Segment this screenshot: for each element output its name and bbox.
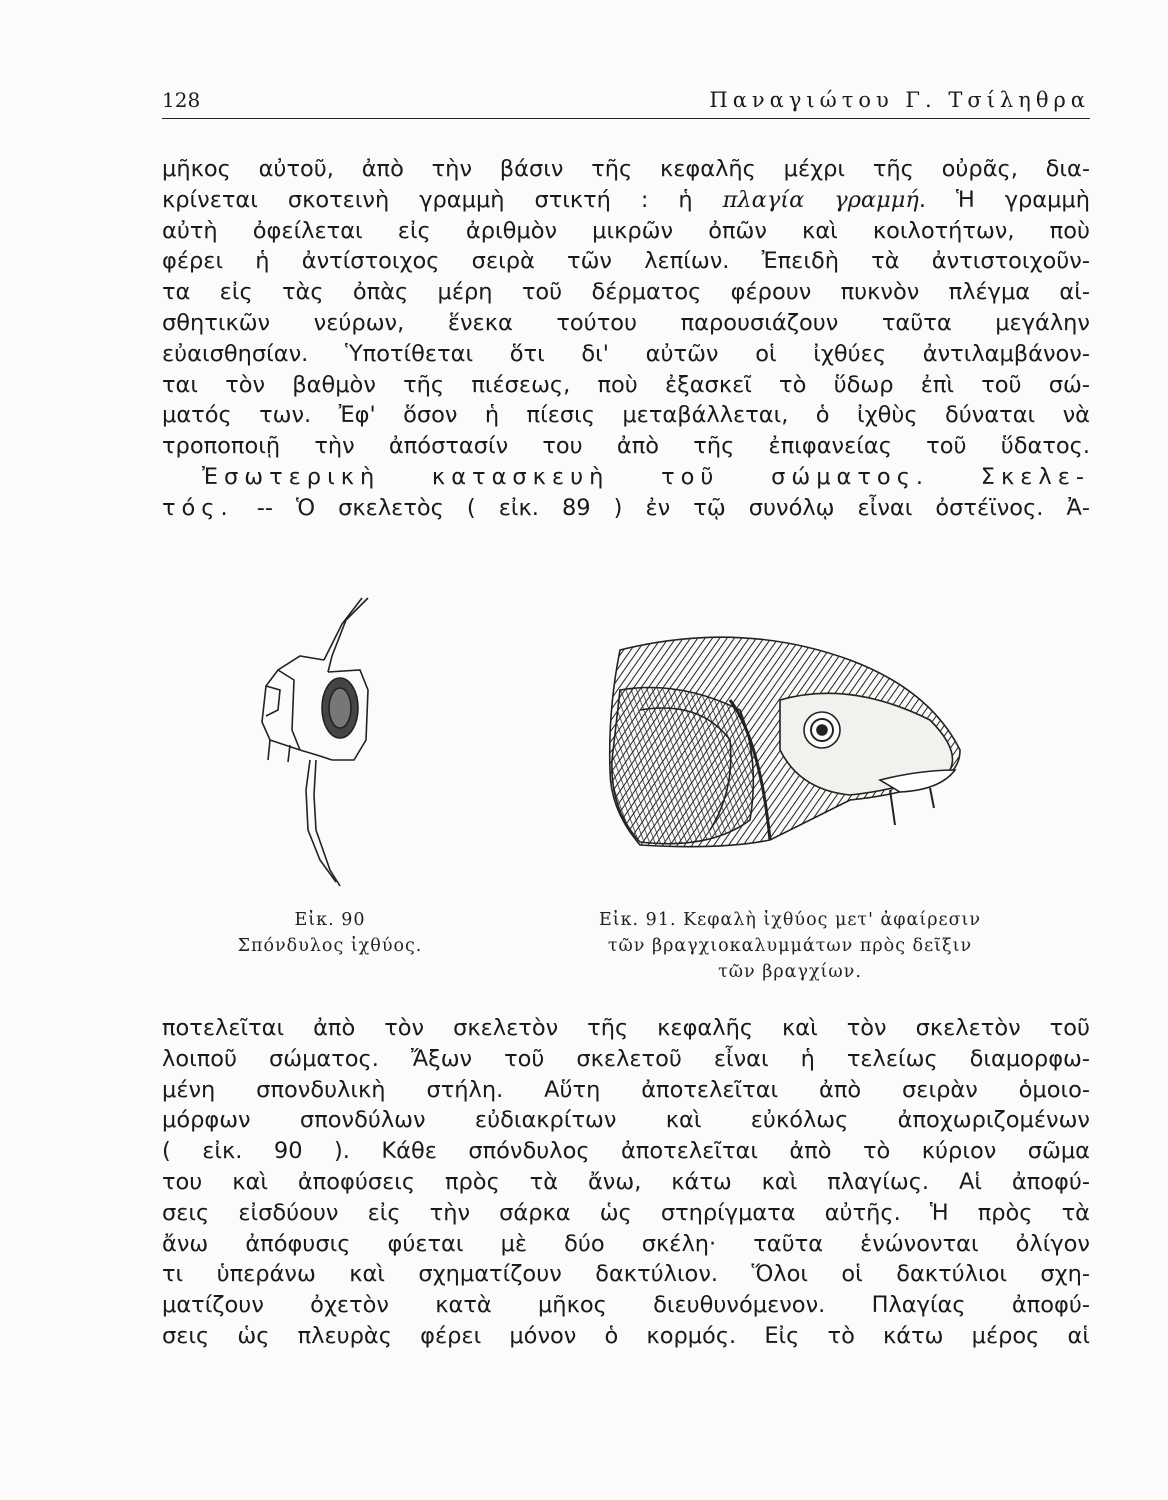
section-heading: Ἐσωτερικὴ κατασκευὴ τοῦ σώματος. Σκελε- — [202, 463, 1090, 490]
figure-90-label: Εἰκ. 90 — [294, 910, 366, 930]
fish-head-illustration — [600, 620, 980, 865]
text-line: ματός των. Ἐφ' ὅσον ἡ πίεσις μεταβάλλεται, ὁ ἰχθὺς δύναται νὰ — [162, 402, 1090, 429]
text-line: εὐαισθησίαν. Ὑποτίθεται ὅτι δι' αὐτῶν οἱ ἰχθύες ἀντιλαμβάνον- — [162, 340, 1090, 367]
figure-91-caption-line: τῶν βραγχιοκαλυμμάτων πρὸς δεῖξιν — [607, 936, 973, 956]
section-line-2 — [162, 493, 1090, 524]
section-heading-end: τός. — [162, 494, 234, 521]
text-line: μένη σπονδυλικὴ στήλη. Αὕτη ἀποτελεῖται ἀπὸ σειρὰν ὁμοιο- — [162, 1076, 1090, 1103]
text-line: ἄνω ἀπόφυσις φύεται μὲ δύο σκέλη· ταῦτα ἑνώνονται ὀλίγον — [162, 1230, 1090, 1257]
text-line: φέρει ἡ ἀντίστοιχος σειρὰ τῶν λεπίων. Ἐπειδὴ τὰ ἀντιστοιχοῦν- — [162, 248, 1090, 275]
text-line: ματίζουν ὀχετὸν κατὰ μῆκος διευθυνόμενον. Πλαγίας ἀποφύ- — [162, 1292, 1090, 1319]
paragraph-2 — [162, 1013, 1090, 1352]
vertebra-illustration — [250, 590, 390, 890]
figure-90-title: Σπόνδυλος ἰχθύος. — [237, 936, 423, 956]
text-line: τροποποιῇ τὴν ἀπόστασίν του ἀπὸ τῆς ἐπιφανείας τοῦ ὕδατος. — [162, 433, 1090, 460]
figure-91-caption-line: τῶν βραγχίων. — [718, 962, 862, 982]
running-head: Παναγιώτου Γ. Τσίληθρα — [709, 88, 1090, 112]
figure-91-caption-line: Εἰκ. 91. Κεφαλὴ ἰχθύος μετ' ἀφαίρεσιν — [598, 910, 982, 930]
text-line: λοιποῦ σώματος. Ἄξων τοῦ σκελετοῦ εἶναι ἡ τελείως διαμορφω- — [162, 1045, 1090, 1072]
text-line: σεις εἰσδύουν εἰς τὴν σάρκα ὡς στηρίγματα αὐτῆς. Ἡ πρὸς τὰ — [162, 1199, 1090, 1226]
text-line: κρίνεται σκοτεινὴ γραμμὴ στικτή : ἡ πλαγία γραμμή. Ἡ γραμμὴ — [162, 186, 1091, 213]
figure-90-caption — [200, 907, 460, 959]
text-line: ( εἰκ. 90 ). Κάθε σπόνδυλος ἀποτελεῖται ἀπὸ τὸ κύριον σῶμα — [162, 1138, 1090, 1165]
text-line: τι ὑπεράνω καὶ σχηματίζουν δακτύλιον. Ὅλοι οἱ δακτύλιοι σχη- — [162, 1261, 1090, 1288]
text-line: μόρφων σπονδύλων εὐδιακρίτων καὶ εὐκόλως ἀποχωριζομένων — [162, 1107, 1090, 1134]
text-line: αὐτὴ ὀφείλεται εἰς ἀριθμὸν μικρῶν ὀπῶν καὶ κοιλοτήτων, ποὺ — [162, 217, 1090, 244]
text-line: σθητικῶν νεύρων, ἕνεκα τούτου παρουσιάζουν ταῦτα μεγάλην — [162, 309, 1090, 336]
text-line: ποτελεῖται ἀπὸ τὸν σκελετὸν τῆς κεφαλῆς καὶ τὸν σκελετὸν τοῦ — [162, 1015, 1090, 1041]
page-header — [162, 88, 1090, 119]
text-line: του καὶ ἀποφύσεις πρὸς τὰ ἄνω, κάτω καὶ πλαγίως. Αἱ ἀποφύ- — [162, 1168, 1090, 1195]
text-line: ται τὸν βαθμὸν τῆς πιέσεως, ποὺ ἐξασκεῖ τὸ ὕδωρ ἐπὶ τοῦ σώ- — [162, 371, 1090, 398]
text-line: μῆκος αὐτοῦ, ἀπὸ τὴν βάσιν τῆς κεφαλῆς μέχρι τῆς οὐρᾶς, δια- — [162, 156, 1090, 182]
page-number: 128 — [162, 88, 201, 112]
paragraph-1 — [162, 154, 1090, 524]
section-text: -- Ὁ σκελετὸς ( εἰκ. 89 ) ἐν τῷ συνόλῳ εἶναι ὀστέϊνος. Ἀ- — [256, 494, 1090, 521]
text-line: τα εἰς τὰς ὀπὰς μέρη τοῦ δέρματος φέρουν πυκνὸν πλέγμα αἰ- — [162, 279, 1090, 306]
figure-91-caption — [540, 907, 1040, 985]
text-line: σεις ὡς πλευρὰς φέρει μόνον ὁ κορμός. Εἰς τὸ κάτω μέρος αἱ — [162, 1322, 1090, 1349]
italic-term: πλαγία γραμμή — [722, 186, 919, 213]
